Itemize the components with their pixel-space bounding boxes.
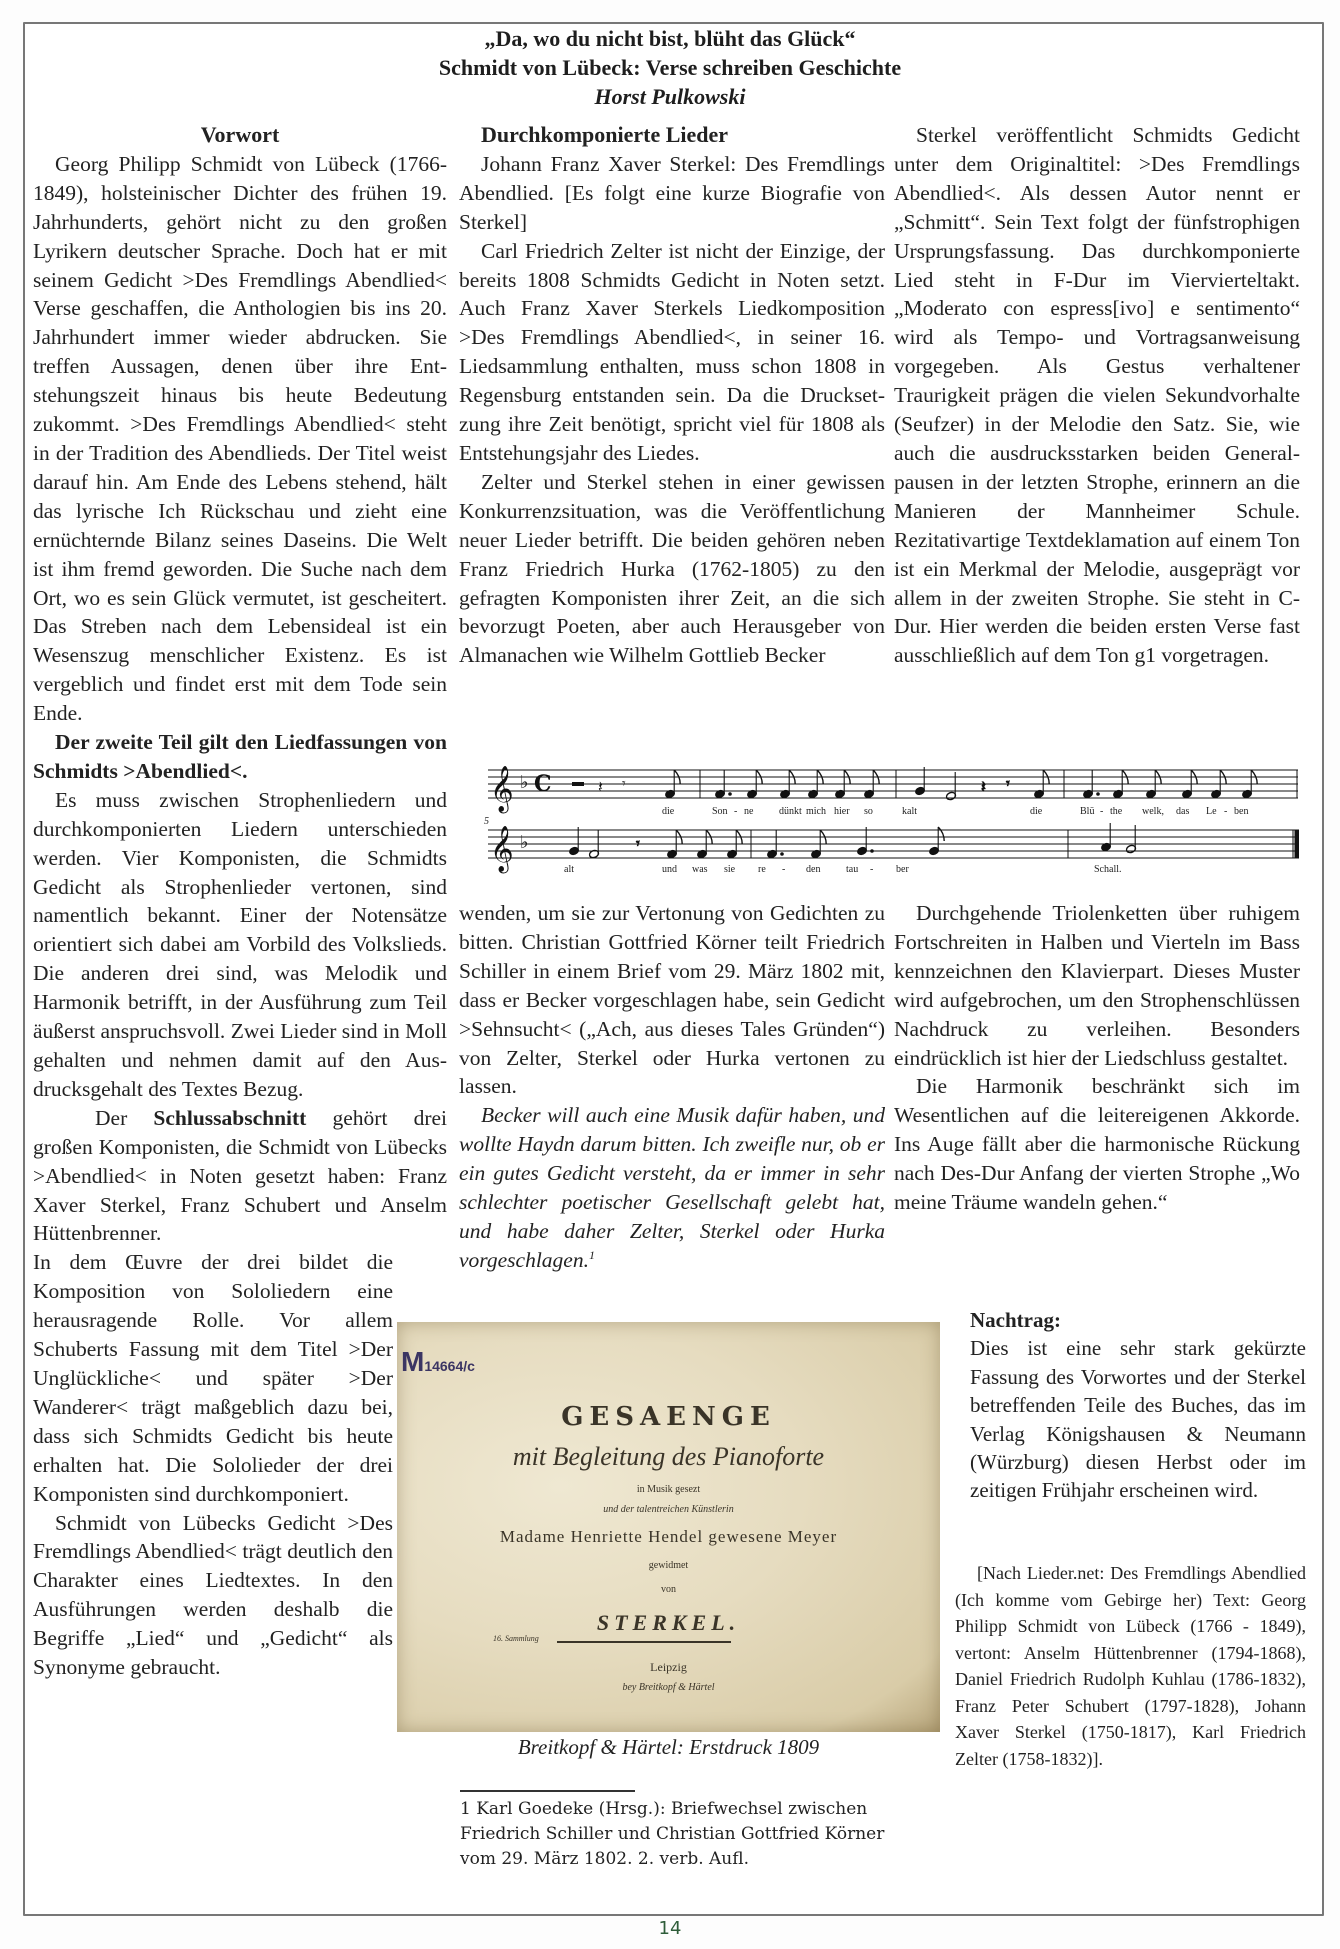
nachtrag-heading: Nachtrag: bbox=[970, 1308, 1061, 1332]
music-notation-excerpt bbox=[476, 744, 1302, 874]
scan-divider bbox=[557, 1641, 731, 1643]
paragraph: Schmidt von Lübecks Gedicht >Des Fremdlings Abendlied< trägt deutlich den Charakter eines Liedtextes. In den Ausführungen werden deshalb die Begriffe „Lied“ und „Gedicht“ als Synonyme gebraucht. bbox=[33, 1510, 393, 1680]
lyric-syllable: das bbox=[1176, 806, 1190, 817]
note-dot bbox=[729, 793, 732, 796]
paragraph: In dem Œuvre der drei bildet die Komposition von Sololiedern eine herausragende Rolle. Vor allem Schuberts Fassung mit dem Titel >Der Unglückliche< und später >Der Wanderer< trägt maßgeblich dazu bei, dass sich Schmidts Gedicht bis heute erhalten hat. Die Sololieder der drei Komponisten sind durchkomponiert. bbox=[33, 1250, 393, 1506]
lyric-syllable: und bbox=[662, 864, 677, 874]
lyric-syllable: - bbox=[1100, 806, 1104, 817]
paragraph: Sterkel veröffentlicht Schmidts Gedicht unter dem Originaltitel: >Des Fremdlings Abendlied<. Als dessen Autor nennt er „Schmitt“. Sein Text folgt der fünfstrophigen Ursprungsfassung. Das durchkomponierte Lied steht in F-Dur im Viervierteltakt. „Moderato con espress[ivo] e sentimento“ wird als Tempo- und Vortragsanweisung vorgegeben. Als Gestus verhaltener Traurigkeit prägen die vielen Sekundvorhalte (Seufzer) in der Melodie den Satz. Sie, wie auch die ausdrucksstarken beiden Generalpausen in der letzten Strophe, erinnern an die Manieren der Mannheimer Schule. Rezitativartige Textdeklamation auf einem Ton ist ein Merkmal der Melodie, ausgeprägt vor allem in der zweiten Strophe. Sie steht in C-Dur. Hier werden die beiden ersten Verse fast ausschließlich auf dem Ton g1 vorgetragen. bbox=[894, 123, 1300, 668]
notes-line-2 bbox=[569, 823, 1137, 859]
paragraph: Carl Friedrich Zelter ist nicht der Einzige, der bereits 1808 Schmidts Gedicht in Noten setzt. Auch Franz Xaver Sterkels Liedkomposition >Des Fremdlings Abendlied<, in seiner 16. Liedsammlung enthalten, muss schon 1808 in Regensburg entstanden sein. Da die Drucksetzung ihre Zeit benötigt, spricht viel für 1808 als Entstehungsjahr des Liedes. bbox=[459, 238, 885, 465]
article-author: Horst Pulkowski bbox=[594, 84, 746, 109]
measure-number: 5 bbox=[484, 816, 489, 827]
scan-line: und der talentreichen Künstlerin bbox=[603, 1504, 734, 1515]
lyric-syllable: alt bbox=[564, 864, 574, 874]
quote-text bbox=[459, 1101, 885, 1274]
note-dot bbox=[781, 853, 784, 856]
right-column-lower bbox=[894, 899, 1300, 1217]
lyrics-line-2 bbox=[564, 864, 1122, 874]
scan-line: in Musik gesezt bbox=[636, 1484, 701, 1495]
lyric-syllable: - bbox=[734, 806, 738, 817]
staff-2 bbox=[488, 830, 1299, 858]
text: Der bbox=[95, 1105, 154, 1130]
eighth-rest-icon: 𝄾 bbox=[622, 776, 626, 792]
scan-line: mit Begleitung des Pianoforte bbox=[512, 1442, 825, 1471]
quote-body: Becker will auch eine Musik dafür haben, und wollte Haydn darum bitten. Ich zweifle nur, ob er ein gutes Gedicht versteht, da er immer in sehr schlechter poetischer Gesellschaft gelebt hat, und habe daher Zelter, Sterkel oder Hurka vorgeschlagen. bbox=[459, 1103, 885, 1272]
scan-line: Leipzig bbox=[650, 1660, 687, 1674]
quarter-rest-icon: 𝄽 bbox=[981, 779, 986, 796]
section-heading-vorwort: Vorwort bbox=[200, 122, 280, 147]
footnote-text: 1 Karl Goedeke (Hrsg.): Briefwechsel zwischen Friedrich Schiller und Christian Gottfried Körner vom 29. März 1802. 2. verb. Aufl. bbox=[460, 1799, 885, 1869]
flat-icon: ♭ bbox=[520, 832, 529, 853]
paragraph-schlussabschnitt bbox=[33, 1104, 447, 1249]
stamp-letter: M bbox=[401, 1346, 425, 1377]
scanned-title-page-image bbox=[397, 1322, 940, 1732]
lyric-syllable: tau bbox=[846, 864, 859, 874]
lyric-syllable: so bbox=[864, 806, 873, 817]
nachtrag-box bbox=[970, 1306, 1306, 1505]
note-flag bbox=[938, 827, 944, 841]
lyric-syllable: welk, bbox=[1142, 806, 1164, 817]
lyric-syllable: was bbox=[692, 864, 708, 874]
lyric-syllable: sie bbox=[724, 864, 736, 874]
lyric-syllable: the bbox=[1110, 806, 1123, 817]
footnote bbox=[460, 1797, 890, 1872]
middle-column-upper bbox=[459, 121, 885, 670]
lyric-syllable: Blü bbox=[1080, 806, 1095, 817]
music-staff-svg bbox=[476, 744, 1302, 874]
lyric-syllable: - bbox=[782, 864, 786, 874]
quarter-rest-icon: 𝄽 bbox=[598, 777, 603, 796]
scan-line: von bbox=[661, 1584, 676, 1595]
lyric-syllable: Schall. bbox=[1094, 864, 1122, 874]
common-time-icon: C bbox=[534, 771, 552, 797]
stamp-number: 14664/c bbox=[424, 1358, 475, 1374]
lyric-syllable: den bbox=[806, 864, 821, 874]
article-title: „Da, wo du nicht bist, blüht das Glück“ bbox=[484, 26, 856, 51]
paragraph: Die Harmonik beschränkt sich im Wesentlichen auf die leitereigenen Akkorde. Ins Auge fällt aber die harmonische Rückung nach Des-Dur Anfang der vierten Strophe „Wo meine Träume wandeln gehen.“ bbox=[894, 1074, 1300, 1215]
left-column bbox=[33, 121, 447, 1682]
section-subheading: Der zweite Teil gilt den Liedfassungen von Schmidts >Abendlied<. bbox=[33, 730, 447, 783]
lyric-syllable: - bbox=[870, 864, 874, 874]
scan-line: Madame Henriette Hendel gewesene Meyer bbox=[499, 1527, 838, 1546]
paragraph: Johann Franz Xaver Sterkel: Des Fremdlings Abendlied. [Es folgt eine kurze Biografie von Sterkel] bbox=[459, 151, 885, 234]
lyric-syllable: Son bbox=[712, 806, 728, 817]
flat-icon: ♭ bbox=[520, 772, 529, 793]
bold-term: Schlussabschnitt bbox=[153, 1105, 307, 1130]
lyric-syllable: re bbox=[758, 864, 766, 874]
lyric-syllable: ber bbox=[896, 864, 909, 874]
middle-column-lower bbox=[459, 899, 885, 1275]
lieder-net-note bbox=[955, 1560, 1306, 1772]
quotation-block bbox=[459, 1101, 885, 1274]
right-column-upper bbox=[894, 121, 1300, 670]
paragraph: Durchgehende Triolenketten über ruhigem Fortschreiten in Halben und Vierteln im Bass kennzeichnen den Klavierpart. Dieses Muster wird aufgebrochen, um den Strophenschlüssen Nachdruck zu verleihen. Besonders eindrücklich ist hier der Liedschluss gestaltet. bbox=[894, 901, 1300, 1070]
treble-clef-icon: 𝄞 bbox=[490, 766, 514, 812]
footnote-divider bbox=[460, 1790, 635, 1792]
lyric-syllable: kalt bbox=[902, 806, 917, 817]
figure-caption: Breitkopf & Härtel: Erstdruck 1809 bbox=[517, 1735, 820, 1759]
article-subtitle: Schmidt von Lübeck: Verse schreiben Geschichte bbox=[438, 55, 902, 80]
scan-volume-note: 16. Sammlung bbox=[493, 1634, 539, 1643]
lyric-syllable: die bbox=[662, 806, 675, 817]
scan-line: GESAENGE bbox=[561, 1402, 776, 1432]
lyric-syllable: dünkt bbox=[779, 806, 802, 817]
library-stamp bbox=[401, 1346, 475, 1378]
lyric-syllable: Le bbox=[1206, 806, 1217, 817]
scan-line: gewidmet bbox=[648, 1560, 689, 1571]
lyric-syllable: die bbox=[1030, 806, 1043, 817]
section-heading-durchkomponierte: Durchkomponierte Lieder bbox=[481, 122, 729, 147]
lyric-syllable: ben bbox=[1234, 806, 1249, 817]
eighth-rest-icon: 𝄾 bbox=[636, 837, 640, 852]
paragraph: wenden, um sie zur Vertonung von Gedichten zu bitten. Christian Gottfried Körner teilt Friedrich Schiller in einem Brief vom 29. März 1802 mit, dass er Becker vorgeschlagen habe, sein Gedicht >Sehnsucht< („Ach, aus dieses Tales Gründen“) von Zelter, Sterkel oder Hurka vertonen zu lassen. bbox=[459, 901, 885, 1099]
lyric-syllable: - bbox=[1224, 806, 1228, 817]
eighth-rest-icon: 𝄾 bbox=[1006, 777, 1010, 792]
treble-clef-icon: 𝄞 bbox=[490, 826, 514, 872]
nachtrag-text: Dies ist eine sehr stark gekürzte Fassung des Vorwortes und der Sterkel betreffenden Teile des Buches, das im Verlag Königshausen & Neumann (Würzburg) diesen Herbst oder im zeitigen Frühjahr erscheinen wird. bbox=[970, 1336, 1306, 1503]
paragraph: Georg Philipp Schmidt von Lübeck (1766-1849), holsteinischer Dichter des frühen 19. Jahrhunderts, gehört nicht zu den großen Lyrikern deutscher Sprache. Doch hat er mit seinem Gedicht >Des Fremdlings Abendlied< Verse geschaffen, die Anthologien bis ins 20. Jahrhundert immer wieder abdrucken. Sie treffen Aussagen, denen über ihre Entstehungszeit hinaus bis heute Bedeutung zukommt. >Des Fremdlings Abendlied< steht in der Tradition des Abendlieds. Der Titel weist darauf hin. Am Ende des Lebens stehend, hält das lyrische Ich Rückschau und zieht eine ernüchternde Bilanz seines Daseins. Die Welt ist ihm fremd geworden. Die Suche nach dem Ort, wo es sein Glück vermutet, ist gescheitert. Das Streben nach dem Lebensideal ist ein Wesenszug menschlicher Existenz. Es ist vergeblich und findet erst mit dem Tode sein Ende. bbox=[33, 151, 447, 726]
page-number: 14 bbox=[658, 1918, 682, 1939]
staff-1 bbox=[488, 770, 1298, 798]
whole-rest-icon bbox=[572, 782, 584, 786]
scan-line: STERKEL. bbox=[596, 1610, 741, 1635]
lieder-net-text: [Nach Lieder.net: Des Fremdlings Abendlied (Ich komme vom Gebirge her) Text: Georg Philipp Schmidt von Lübeck (1766 - 1849), vertont: Anselm Hüttenbrenner (1794-1868), Daniel Friedrich Rudolph Kuhlau (1786-1832), Franz Peter Schubert (1797-1828), Johann Xaver Sterkel (1750-1817), Karl Friedrich Zelter (1758-1832)]. bbox=[955, 1563, 1306, 1769]
lyric-syllable: hier bbox=[834, 806, 850, 817]
paragraph: Zelter und Sterkel stehen in einer gewissen Konkurrenzsituation, was die Veröffentlichung neuer Lieder betrifft. Die beiden gehören neben Franz Friedrich Hurka (1762-1805) zu den gefragten Komponisten ihrer Zeit, an die sich bevorzugt Poeten, aber auch Herausgeber von Almanachen wie Wilhelm Gottlieb Becker bbox=[459, 469, 885, 668]
lyric-syllable: ne bbox=[744, 806, 754, 817]
footnote-marker[interactable]: 1 bbox=[588, 1247, 595, 1262]
note-dot bbox=[871, 850, 874, 853]
text: gehört drei großen Komponisten, die Schmidt von Lübecks >Abendlied< in Noten gesetzt haben: Franz Xaver Sterkel, Franz Schubert und Anselm Hüttenbrenner. bbox=[33, 1105, 447, 1246]
lyrics-line-1 bbox=[662, 806, 1248, 817]
paragraph: Es muss zwischen Strophenliedern und durchkomponierten Liedern unterschieden werden. Vier Komponisten, die Schmidts Gedicht als Strophenlieder vertonen, sind namentlich bekannt. Einer der Notensätze orientiert sich dabei am Vorbild des Volkslieds. Die anderen drei sind, was Melodik und Harmonik betrifft, in der Ausführung zum Teil äußerst anspruchsvoll. Zwei Lieder sind in Moll gehalten und nehmen damit auf den Ausdrucksgehalt des Textes Bezug. bbox=[33, 787, 447, 1101]
note-dot bbox=[1097, 793, 1100, 796]
scan-line: bey Breitkopf & Härtel bbox=[622, 1682, 715, 1693]
lyric-syllable: mich bbox=[806, 806, 826, 817]
